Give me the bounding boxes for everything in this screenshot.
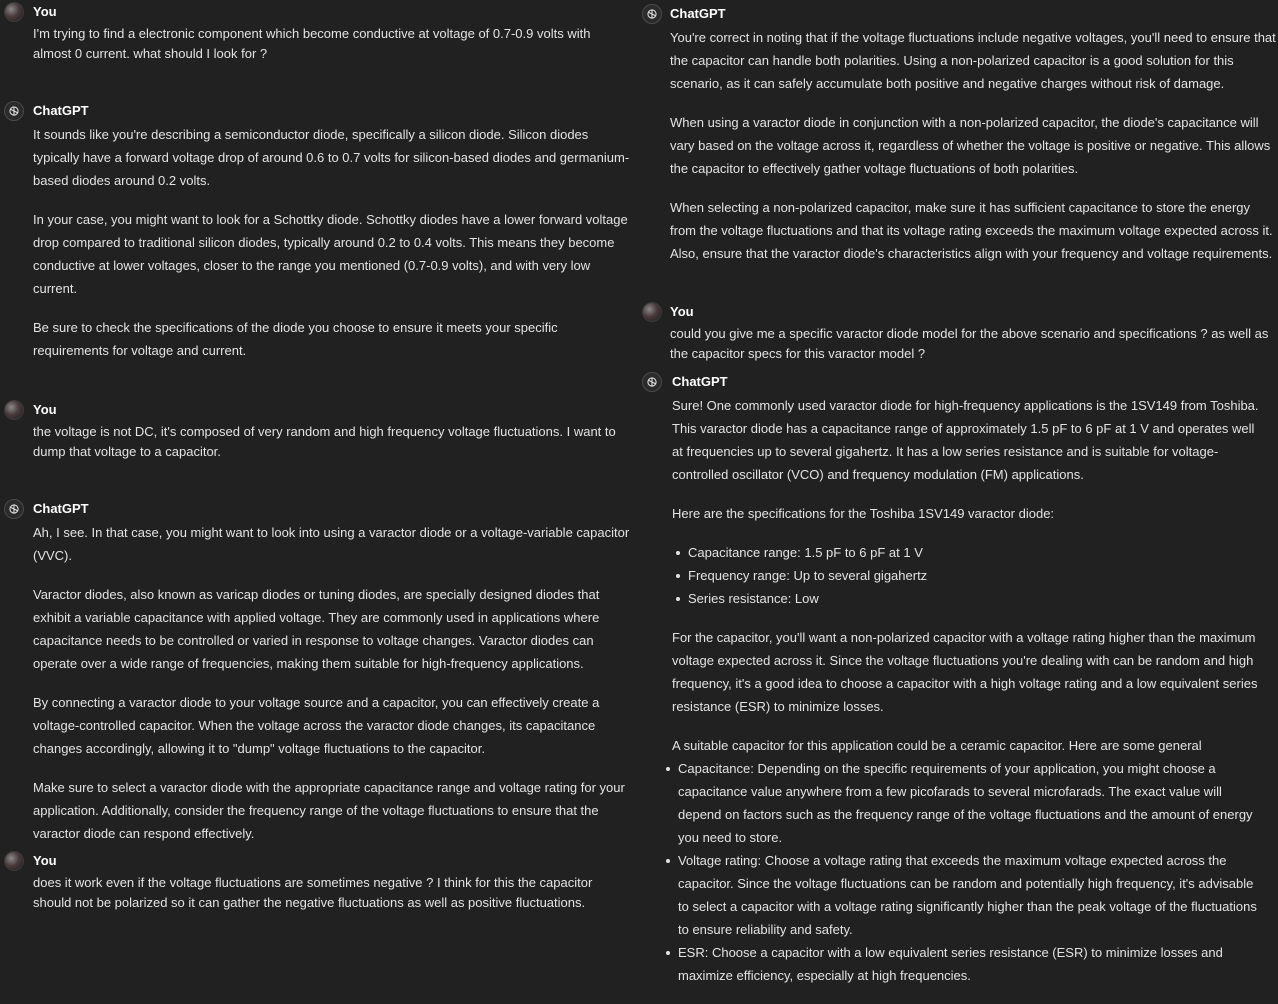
list-item: Capacitance range: 1.5 pF to 6 pF at 1 V [672, 541, 1268, 564]
assistant-message [640, 6, 1278, 265]
message-paragraph: For the capacitor, you'll want a non-polarized capacitor with a voltage rating higher than the maximum voltage expected across it. Since the voltage fluctuations you're dealing with can be random and high frequency, it's a good idea to choose a capacitor with a high voltage rating and a low equivalent series resistance (ESR) to minimize losses. [672, 630, 1258, 714]
message-body [33, 123, 637, 362]
list-item: Capacitance: Depending on the specific requirements of your application, you might choose a capacitance value anywhere from a few picofarads to several microfarads. The exact value will depend on factors such as the frequency range of the voltage fluctuations and the amount of energy you need to store. [662, 757, 1262, 849]
author-name: You [670, 304, 694, 319]
author-name: ChatGPT [33, 103, 89, 118]
author-name: ChatGPT [672, 374, 728, 389]
capacitor-spec-list [662, 757, 1262, 987]
message-paragraph: Ah, I see. In that case, you might want to look into using a varactor diode or a voltage-variable capacitor (VVC). [33, 525, 630, 563]
message-text: could you give me a specific varactor diode model for the above scenario and specifications ? as well as the capacitor specs for this varactor model ? [670, 326, 1269, 361]
list-item: ESR: Choose a capacitor with a low equivalent series resistance (ESR) to minimize losses and maximize efficiency, especially at high frequencies. [662, 941, 1262, 987]
user-message [640, 304, 1278, 364]
message-paragraph: Varactor diodes, also known as varicap diodes or tuning diodes, are specially designed diodes that exhibit a variable capacitance with applied voltage. They are commonly used in applications where capacitance needs to be controlled or varied in response to voltage changes. Varactor diodes can operate over a wide range of frequencies, making them suitable for high-frequency applications. [33, 587, 600, 671]
author-name: ChatGPT [670, 6, 726, 21]
chatgpt-logo-icon [642, 4, 662, 24]
message-text: does it work even if the voltage fluctuations are sometimes negative ? I think for this the capacitor should not be polarized so it can gather the negative fluctuations as well as positive fluctuations. [33, 875, 593, 910]
list-item: Frequency range: Up to several gigahertz [672, 564, 1268, 587]
message-body [670, 26, 1276, 265]
message-paragraph: A suitable capacitor for this application could be a ceramic capacitor. Here are some general [672, 738, 1202, 753]
message-paragraph: When selecting a non-polarized capacitor, make sure it has sufficient capacitance to store the energy from the voltage fluctuations and that its voltage rating exceeds the maximum voltage expected across it. Also, ensure that the varactor diode's characteristics align with your frequency and voltage requirements. [670, 200, 1273, 261]
assistant-message [640, 374, 1278, 1003]
chatgpt-logo-icon [4, 101, 24, 121]
message-paragraph: Make sure to select a varactor diode with the appropriate capacitance range and voltage rating for your application. Additionally, consider the frequency range of the voltage fluctuations to ensure that the varactor diode can respond effectively. [33, 780, 625, 841]
list-item: Series resistance: Low [672, 587, 1268, 610]
author-name: You [33, 853, 57, 868]
author-name: ChatGPT [33, 501, 89, 516]
message-paragraph: By connecting a varactor diode to your voltage source and a capacitor, you can effectively create a voltage-controlled capacitor. When the voltage across the varactor diode changes, its capacitance changes accordingly, allowing it to "dump" voltage fluctuations to the capacitor. [33, 695, 600, 756]
message-paragraph: When using a varactor diode in conjunction with a non-polarized capacitor, the diode's capacitance will vary based on the voltage across it, regardless of whether the voltage is positive or negative. This allows the capacitor to effectively gather voltage fluctuations of both polarities. [670, 115, 1271, 176]
user-avatar-icon [4, 851, 24, 871]
message-paragraph: In your case, you might want to look for a Schottky diode. Schottky diodes have a lower forward voltage drop compared to traditional silicon diodes, typically around 0.2 to 0.4 volts. This means they become conductive at lower voltages, closer to the range you mentioned (0.7-0.9 volts), and with very low current. [33, 212, 628, 296]
message-text: I'm trying to find a electronic component which become conductive at voltage of 0.7-0.9 volts with almost 0 current. what should I look for ? [33, 26, 591, 61]
user-avatar-icon [4, 2, 24, 22]
user-message [0, 853, 640, 913]
user-message [0, 402, 640, 462]
chatgpt-logo-icon [642, 372, 662, 392]
assistant-message [0, 501, 640, 845]
message-paragraph: You're correct in noting that if the voltage fluctuations include negative voltages, you'll need to ensure that the capacitor can handle both polarities. Using a non-polarized capacitor is a good solution for this scenario, as it can safely accumulate both positive and negative charges without risk of damage. [670, 30, 1276, 91]
message-body [672, 394, 1268, 757]
diode-spec-list [672, 541, 1268, 610]
user-message [0, 4, 640, 64]
message-paragraph: Here are the specifications for the Toshiba 1SV149 varactor diode: [672, 506, 1055, 521]
author-name: You [33, 4, 57, 19]
assistant-message [0, 103, 640, 362]
message-body [33, 521, 635, 845]
chatgpt-logo-icon [4, 499, 24, 519]
message-paragraph: Be sure to check the specifications of the diode you choose to ensure it meets your specific requirements for voltage and current. [33, 320, 558, 358]
list-item: Voltage rating: Choose a voltage rating that exceeds the maximum voltage expected across the capacitor. Since the voltage fluctuations can be random and potentially high frequency, it's advisable to select a capacitor with a voltage rating significantly higher than the peak voltage of the fluctuations to ensure reliability and safety. [662, 849, 1262, 941]
user-avatar-icon [642, 302, 662, 322]
author-name: You [33, 402, 57, 417]
message-paragraph: It sounds like you're describing a semiconductor diode, specifically a silicon diode. Silicon diodes typically have a forward voltage drop of around 0.6 to 0.7 volts for silicon-based diodes and germanium-based diodes around 0.2 volts. [33, 127, 630, 188]
user-avatar-icon [4, 400, 24, 420]
message-text: the voltage is not DC, it's composed of very random and high frequency voltage fluctuations. I want to dump that voltage to a capacitor. [33, 424, 616, 459]
message-paragraph: Sure! One commonly used varactor diode for high-frequency applications is the 1SV149 from Toshiba. This varactor diode has a capacitance range of approximately 1.5 pF to 6 pF at 1 V and operates well at frequencies up to several gigahertz. It has a low series resistance and is suitable for voltage-controlled oscillator (VCO) and frequency modulation (FM) applications. [672, 398, 1259, 482]
